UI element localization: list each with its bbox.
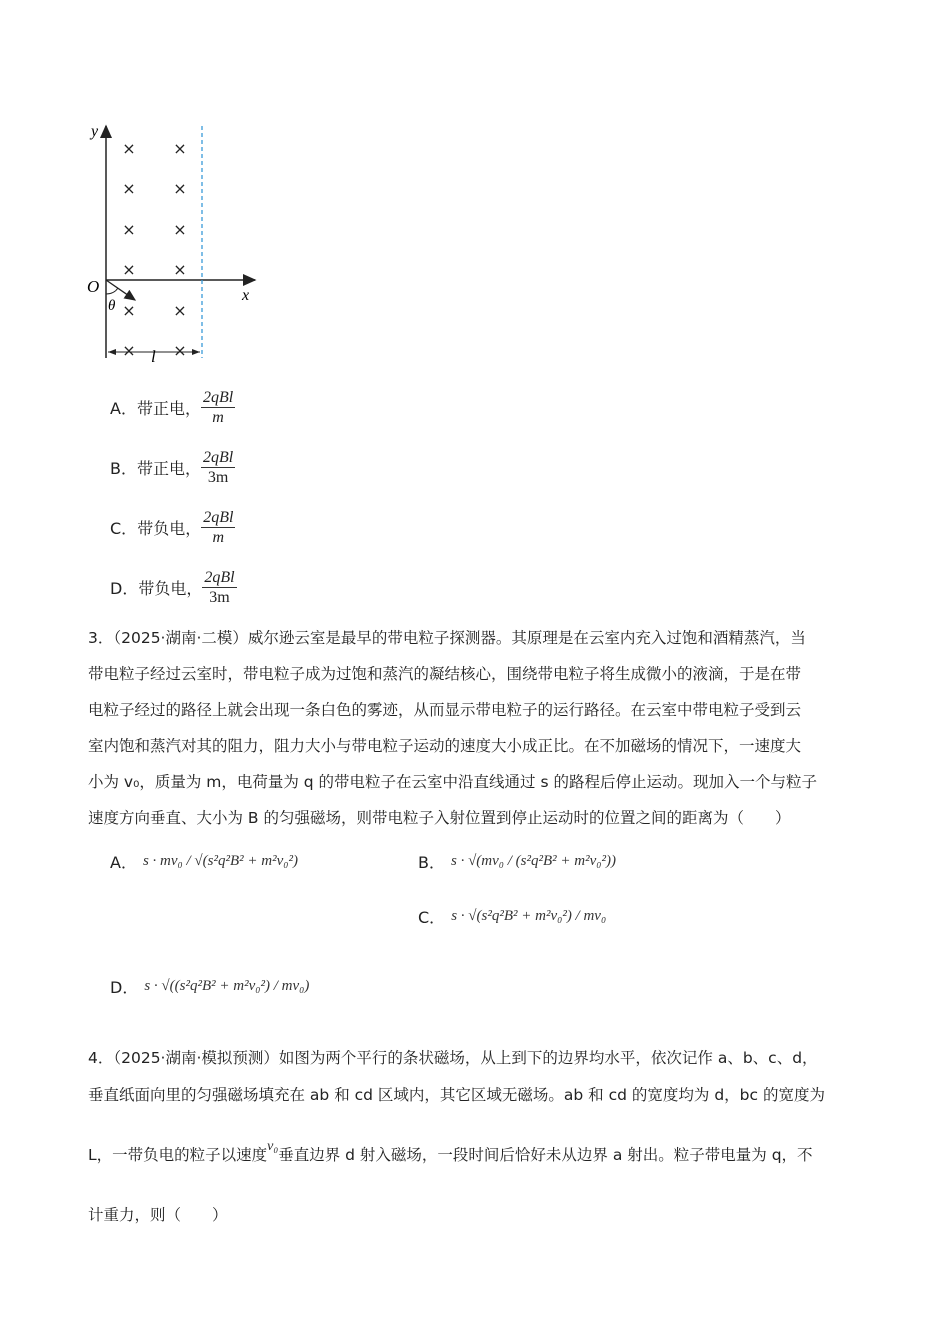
origin-label: O (87, 277, 100, 296)
q3-option-b[interactable]: B． s · √(mv₀ / (s²q²B² + m²v₀²)) (418, 853, 616, 872)
magnetic-field-figure (80, 118, 270, 368)
formula: s · mv₀ / √(s²q²B² + m²v₀²) (142, 853, 298, 869)
svg-text:×: × (173, 260, 187, 279)
fraction: $\frac{\text{2qBl}}{3m}$ (203, 449, 234, 486)
velocity-arrow (106, 280, 135, 300)
svg-text:×: × (122, 139, 136, 158)
q3-option-d[interactable]: D． s · √((s²q²B² + m²v₀²) / mv₀) (110, 978, 310, 997)
fraction: $\frac{\text{2qBl}}{m}$ (202, 389, 234, 426)
v0-symbol: v₀ (267, 1139, 279, 1154)
svg-text:×: × (122, 220, 136, 239)
q3-option-a[interactable]: A． s · mv₀ / √(s²q²B² + m²v₀²) (110, 853, 298, 872)
y-label: y (91, 123, 99, 140)
width-label: l (151, 347, 156, 366)
formula: s · √(s²q²B² + m²v₀²) / mv₀ (451, 908, 607, 924)
svg-text:×: × (173, 179, 187, 198)
svg-text:×: × (173, 301, 187, 320)
svg-text:×: × (122, 341, 136, 360)
q3-option-c[interactable]: C． s · √(s²q²B² + m²v₀²) / mv₀ (418, 908, 607, 927)
svg-text:×: × (122, 179, 136, 198)
svg-text:×: × (173, 341, 187, 360)
fraction: $\frac{\text{2qBl}}{m}$ (203, 509, 234, 546)
svg-text:×: × (122, 260, 136, 279)
field-crosses (122, 139, 186, 360)
formula: s · √((s²q²B² + m²v₀²) / mv₀) (144, 978, 310, 994)
q2-option-d[interactable]: D． 带负电， $\frac{\text{2qBl}}{3m}$ (110, 569, 235, 606)
x-label: x (242, 287, 250, 304)
formula: s · √(mv₀ / (s²q²B² + m²v₀²)) (450, 853, 616, 869)
question-4-text: 4．（2025·湖南·模拟预测）如图为两个平行的条状磁场，从上到下的边界均水平，依次记作 a、b、c、d， 垂直纸面向里的匀强磁场填充在 ab 和 cd 区域内，其它区域无磁场。ab 和 cd 的宽度均为 d，bc 的宽度为 L，一带负电的粒子以速度v₀垂直边界 d 射入磁场，一段时间后恰好未从边界 a 射出。粒子带电量为 q，不 计重力，则（ ） (88, 1049, 825, 1224)
svg-text:×: × (173, 220, 187, 239)
q2-option-b[interactable]: B． 带正电， $\frac{\text{2qBl}}{3m}$ (110, 449, 234, 486)
fraction: $\frac{\text{2qBl}}{3m}$ (204, 569, 235, 606)
svg-text:×: × (122, 301, 136, 320)
svg-text:×: × (173, 139, 187, 158)
question-3-text: 3．（2025·湖南·二模）威尔逊云室是最早的带电粒子探测器。其原理是在云室内充入过饱和酒精蒸汽，当 带电粒子经过云室时，带电粒子成为过饱和蒸汽的凝结核心，围绕带电粒子将生成微小的液滴，于是在带 电粒子经过的路径上就会出现一条白色的雾迹，从而显示带电粒子的运行路径。在云室中带电粒子受到云 室内饱和蒸汽对其的阻力，阻力大小与带电粒子运动的速度大小成正比。在不加磁场的情况下，一速度大 小为 v₀，质量为 m，电荷量为 q 的带电粒子在云室中沿直线通过 s 的路程后停止运动。现加入一个与粒子 速度方向垂直、大小为 B 的匀强磁场，则带电粒子入射位置到停止运动时的位置之间的距离为（ ） (88, 629, 817, 827)
angle-label: θ (108, 298, 116, 314)
q2-option-a[interactable]: A． 带正电， $\frac{\text{2qBl}}{m}$ (110, 389, 234, 426)
q2-option-c[interactable]: C． 带负电， $\frac{\text{2qBl}}{m}$ (110, 509, 234, 546)
